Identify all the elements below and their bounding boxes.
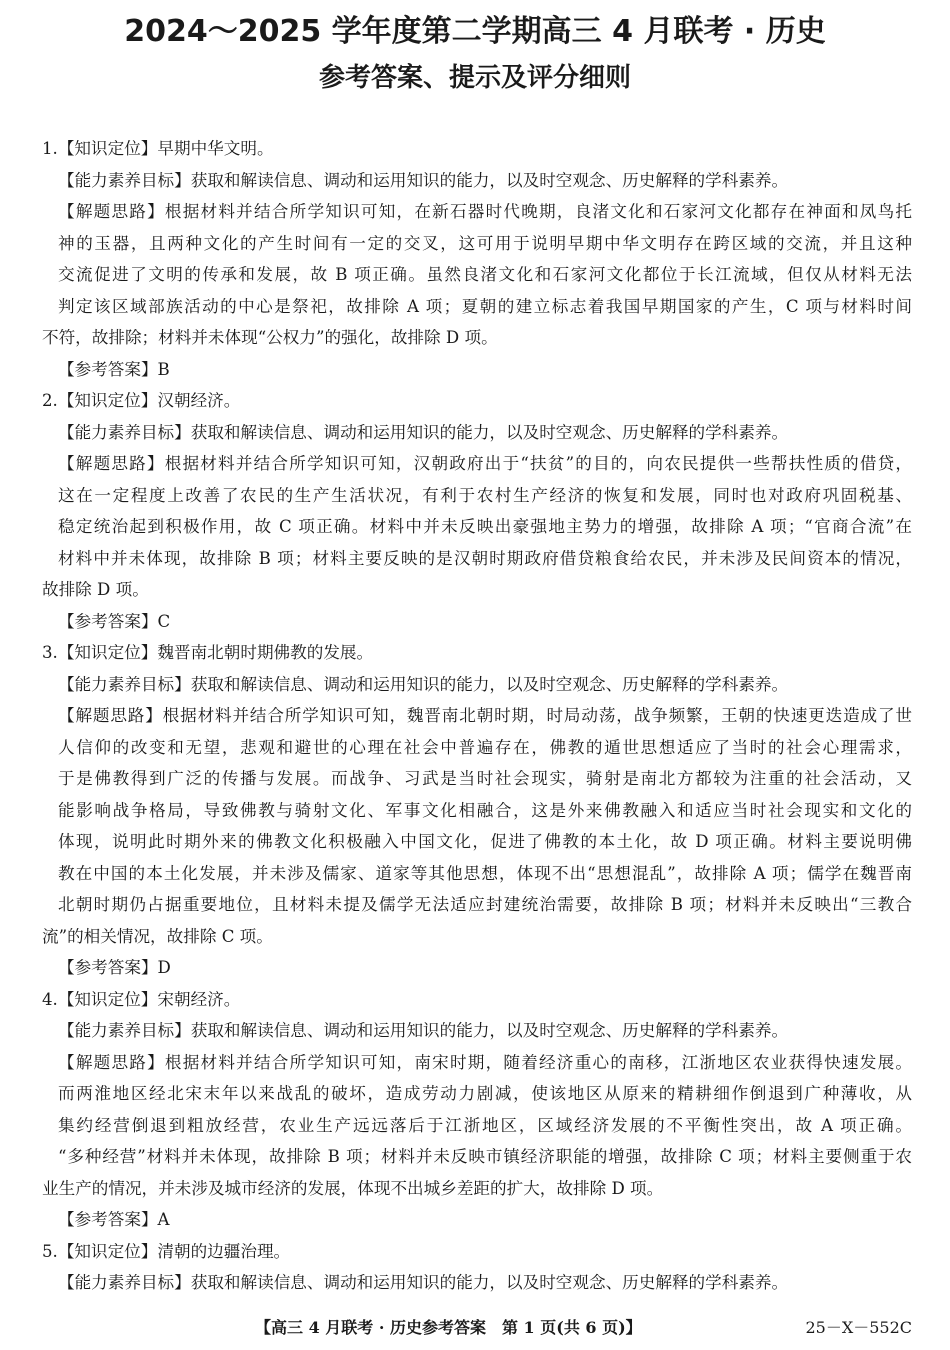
answer-text-line: 业生产的情况，并未涉及城市经济的发展，体现不出城乡差距的扩大，故排除 D 项。 — [42, 1178, 664, 1198]
question-heading-line: 2.【知识定位】汉朝经济。 — [42, 391, 241, 410]
answer-content — [42, 133, 912, 1299]
question-heading-line: 3.【知识定位】魏晋南北朝时期佛教的发展。 — [42, 643, 374, 662]
page-title: 2024～2025 学年度第二学期高三 4 月联考 · 历史 — [124, 14, 826, 49]
answer-text-line: “多种经营”材料并未体现，故排除 B 项；材料并未反映市镇经济职能的增强，故排除 C 项；材料主要侧重于农 — [58, 1147, 912, 1166]
question-heading-line: 1.【知识定位】早期中华文明。 — [42, 139, 274, 158]
answer-text-line: 不符，故排除；材料并未体现“公权力”的强化，故排除 D 项。 — [42, 328, 498, 347]
answer-text-line: 【能力素养目标】获取和解读信息、调动和运用知识的能力，以及时空观念、历史解释的学科素养。 — [58, 170, 789, 190]
answer-text-line: 而两淮地区经北宋末年以来战乱的破坏，造成劳动力剧减，使该地区从原来的精耕细作倒退到广种薄收，从 — [58, 1084, 912, 1103]
answer-text-line: 北朝时期仍占据重要地位，且材料未提及儒学无法适应封建统治需要，故排除 B 项；材料并未反映出“三教合 — [58, 895, 912, 914]
answer-text-line: 能影响战争格局，导致佛教与骑射文化、军事文化相融合，这是外来佛教融入和适应当时社会现实和文化的 — [58, 800, 912, 820]
answer-text-line: 体现，说明此时期外来的佛教文化积极融入中国文化，促进了佛教的本土化，故 D 项正确。材料主要说明佛 — [58, 832, 912, 851]
answer-text-line: 【能力素养目标】获取和解读信息、调动和运用知识的能力，以及时空观念、历史解释的学科素养。 — [58, 422, 789, 442]
answer-text-line: 判定该区域部族活动的中心是祭祀，故排除 A 项；夏朝的建立标志着我国早期国家的产生，C 项与材料时间 — [58, 296, 912, 316]
answer-text-line: 人信仰的改变和无望，悲观和避世的心理在社会中普遍存在，佛教的遁世思想适应了当时的社会心理需求， — [58, 737, 912, 757]
answer-text-line: 这在一定程度上改善了农民的生产生活状况，有利于农村生产经济的恢复和发展，同时也对政府巩固税基、 — [58, 485, 912, 505]
answer-text-line: 稳定统治起到积极作用，故 C 项正确。材料中并未反映出豪强地主势力的增强，故排除 A 项；“官商合流”在 — [58, 517, 912, 536]
answer-text-line: 教在中国的本土化发展，并未涉及儒家、道家等其他思想，体现不出“思想混乱”，故排除 A 项；儒学在魏晋南 — [58, 863, 912, 883]
question-heading-line: 4.【知识定位】宋朝经济。 — [42, 989, 241, 1009]
footer-page-info: 【高三 4 月联考 · 历史参考答案 第 1 页(共 6 页)】 — [255, 1318, 642, 1337]
answer-text-line: 神的玉器，且两种文化的产生时间有一定的交叉，这可用于说明早期中华文明存在跨区域的交流，并且这种 — [58, 233, 912, 253]
answer-text-line: 流”的相关情况，故排除 C 项。 — [42, 926, 273, 946]
answer-text-line: 集约经营倒退到粗放经营，农业生产远远落后于江浙地区，区域经济发展的不平衡性突出，故 A 项正确。 — [58, 1115, 912, 1135]
answer-text-line: 【参考答案】C — [58, 611, 171, 631]
answer-text-line: 【解题思路】根据材料并结合所学知识可知，在新石器时代晚期，良渚文化和石家河文化都存在神面和凤鸟托 — [58, 202, 912, 221]
answer-text-line: 【能力素养目标】获取和解读信息、调动和运用知识的能力，以及时空观念、历史解释的学科素养。 — [58, 1021, 789, 1040]
answer-text-line: 【能力素养目标】获取和解读信息、调动和运用知识的能力，以及时空观念、历史解释的学科素养。 — [58, 674, 789, 694]
question-heading-line: 5.【知识定位】清朝的边疆治理。 — [42, 1241, 291, 1261]
page-subtitle: 参考答案、提示及评分细则 — [318, 63, 631, 93]
answer-text-line: 【参考答案】D — [58, 958, 171, 977]
footer-code: 25－X－552C — [805, 1318, 912, 1337]
answer-text-line: 【参考答案】A — [58, 1210, 170, 1229]
answer-text-line: 【解题思路】根据材料并结合所学知识可知，魏晋南北朝时期，时局动荡，战争频繁，王朝的快速更迭造成了世 — [58, 706, 912, 725]
answer-text-line: 【能力素养目标】获取和解读信息、调动和运用知识的能力，以及时空观念、历史解释的学科素养。 — [58, 1273, 789, 1292]
answer-text-line: 故排除 D 项。 — [42, 580, 149, 599]
answer-text-line: 于是佛教得到广泛的传播与发展。而战争、习武是当时社会现实，骑射是南北方都较为注重的社会活动，又 — [58, 769, 912, 788]
answer-text-line: 【解题思路】根据材料并结合所学知识可知，汉朝政府出于“扶贫”的目的，向农民提供一些帮扶性质的借贷， — [58, 454, 912, 473]
answer-text-line: 【解题思路】根据材料并结合所学知识可知，南宋时期，随着经济重心的南移，江浙地区农业获得快速发展。 — [58, 1052, 912, 1072]
page-footer — [0, 1315, 950, 1341]
answer-text-line: 交流促进了文明的传承和发展，故 B 项正确。虽然良渚文化和石家河文化都位于长江流域，但仅从材料无法 — [58, 265, 912, 284]
answer-text-line: 材料中并未体现，故排除 B 项；材料主要反映的是汉朝时期政府借贷粮食给农民，并未涉及民间资本的情况， — [58, 548, 912, 568]
answer-text-line: 【参考答案】B — [58, 359, 170, 379]
